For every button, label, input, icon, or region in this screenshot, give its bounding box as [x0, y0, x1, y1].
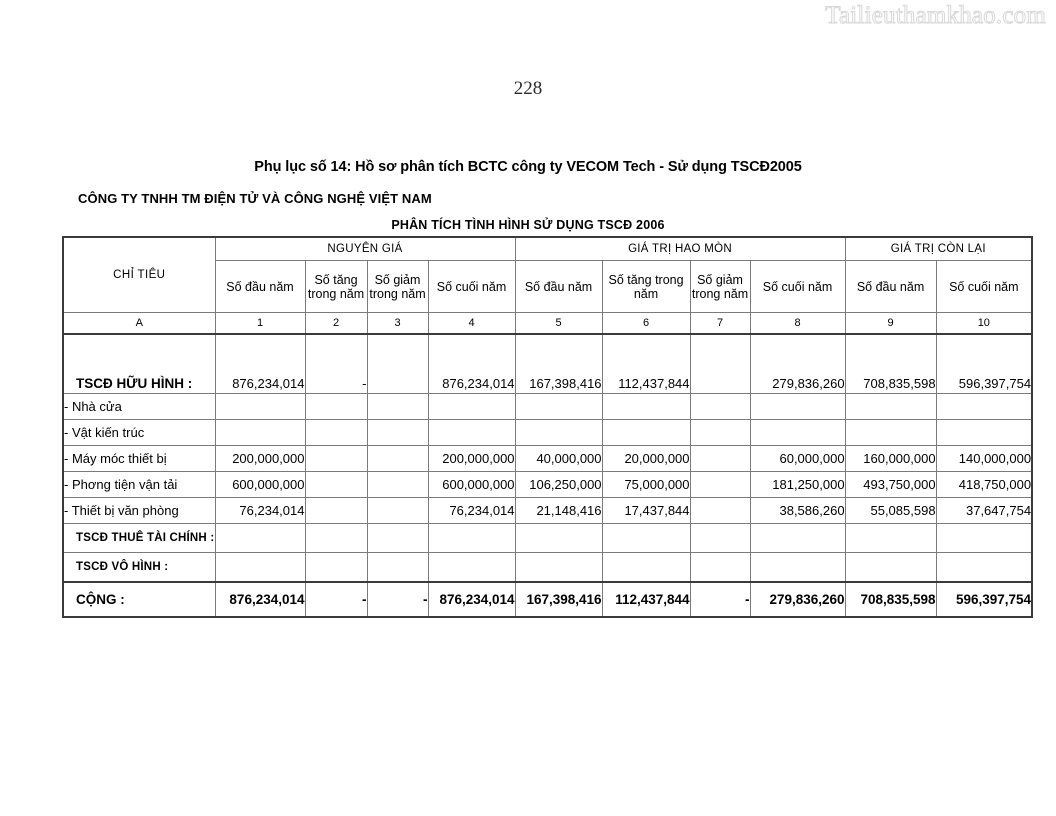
cell-col-10: 418,750,000 [936, 472, 1032, 498]
row-label: TSCĐ THUÊ TÀI CHÍNH : [63, 524, 215, 553]
cell-col-8 [750, 524, 845, 553]
cell-col-7 [690, 498, 750, 524]
cell-col-8: 38,586,260 [750, 498, 845, 524]
header-ng-cuoi-nam: Số cuối năm [428, 261, 515, 313]
cell-col-2 [305, 420, 367, 446]
header-hm-cuoi-nam: Số cuối năm [750, 261, 845, 313]
total-col-9: 708,835,598 [845, 582, 936, 617]
total-col-5: 167,398,416 [515, 582, 602, 617]
cell-col-2 [305, 472, 367, 498]
table-head [63, 237, 1032, 334]
header-ng-dau-nam: Số đầu năm [215, 261, 305, 313]
cell-col-9: 55,085,598 [845, 498, 936, 524]
cell-col-2 [305, 553, 367, 583]
header-cl-cuoi-nam: Số cuối năm [936, 261, 1032, 313]
cell-col-7 [690, 420, 750, 446]
cell-col-3 [367, 446, 428, 472]
cell-col-4: 600,000,000 [428, 472, 515, 498]
colnum-9: 9 [845, 313, 936, 335]
total-col-1: 876,234,014 [215, 582, 305, 617]
cell-col-6 [602, 524, 690, 553]
colnum-8: 8 [750, 313, 845, 335]
total-col-3: - [367, 582, 428, 617]
cell-col-8: 181,250,000 [750, 472, 845, 498]
table-row [63, 553, 1032, 583]
cell-col-1 [215, 524, 305, 553]
cell-col-8: 60,000,000 [750, 446, 845, 472]
cell-col-5: 21,148,416 [515, 498, 602, 524]
header-ng-tang: Số tăng trong năm [305, 261, 367, 313]
total-col-4: 876,234,014 [428, 582, 515, 617]
fixed-asset-analysis-table [62, 236, 1033, 618]
cell-col-5: 167,398,416 [515, 334, 602, 394]
cell-col-4 [428, 553, 515, 583]
table-row [63, 394, 1032, 420]
colnum-a: A [63, 313, 215, 335]
header-hm-dau-nam: Số đầu năm [515, 261, 602, 313]
cell-col-1 [215, 394, 305, 420]
total-col-10: 596,397,754 [936, 582, 1032, 617]
cell-col-9 [845, 420, 936, 446]
cell-col-7 [690, 553, 750, 583]
company-name: CÔNG TY TNHH TM ĐIỆN TỬ VÀ CÔNG NGHỆ VIỆT NAM [78, 191, 432, 206]
cell-col-5: 106,250,000 [515, 472, 602, 498]
cell-col-7 [690, 394, 750, 420]
cell-col-10: 140,000,000 [936, 446, 1032, 472]
header-group-nguyen-gia: NGUYÊN GIÁ [215, 237, 515, 261]
cell-col-5 [515, 420, 602, 446]
cell-col-1 [215, 420, 305, 446]
cell-col-6: 75,000,000 [602, 472, 690, 498]
colnum-3: 3 [367, 313, 428, 335]
cell-col-10 [936, 394, 1032, 420]
row-label: - Vật kiến trúc [63, 420, 215, 446]
cell-col-7 [690, 472, 750, 498]
cell-col-5 [515, 524, 602, 553]
total-col-7: - [690, 582, 750, 617]
total-row [63, 582, 1032, 617]
cell-col-2: - [305, 334, 367, 394]
total-col-8: 279,836,260 [750, 582, 845, 617]
header-hm-giam: Số giảm trong năm [690, 261, 750, 313]
table-row [63, 334, 1032, 394]
colnum-4: 4 [428, 313, 515, 335]
cell-col-6 [602, 553, 690, 583]
cell-col-1: 76,234,014 [215, 498, 305, 524]
header-ng-giam: Số giảm trong năm [367, 261, 428, 313]
cell-col-4: 76,234,014 [428, 498, 515, 524]
cell-col-1 [215, 553, 305, 583]
colnum-2: 2 [305, 313, 367, 335]
header-hm-tang: Số tăng trong năm [602, 261, 690, 313]
cell-col-6 [602, 420, 690, 446]
cell-col-1: 600,000,000 [215, 472, 305, 498]
cell-col-5 [515, 394, 602, 420]
cell-col-4: 200,000,000 [428, 446, 515, 472]
row-label: TSCĐ VÔ HÌNH : [63, 553, 215, 583]
cell-col-2 [305, 524, 367, 553]
cell-col-9: 160,000,000 [845, 446, 936, 472]
row-label: TSCĐ HỮU HÌNH : [63, 334, 215, 394]
cell-col-8 [750, 553, 845, 583]
cell-col-9 [845, 553, 936, 583]
cell-col-4: 876,234,014 [428, 334, 515, 394]
cell-col-10 [936, 524, 1032, 553]
colnum-1: 1 [215, 313, 305, 335]
total-col-2: - [305, 582, 367, 617]
cell-col-7 [690, 524, 750, 553]
cell-col-3 [367, 498, 428, 524]
colnum-6: 6 [602, 313, 690, 335]
cell-col-9 [845, 524, 936, 553]
site-watermark: Tailieuthamkhao.com [825, 2, 1046, 29]
row-label: - Nhà cửa [63, 394, 215, 420]
table-body [63, 334, 1032, 582]
row-label: - Máy móc thiết bị [63, 446, 215, 472]
cell-col-3 [367, 420, 428, 446]
column-number-row [63, 313, 1032, 335]
cell-col-5: 40,000,000 [515, 446, 602, 472]
cell-col-4 [428, 524, 515, 553]
table-row [63, 524, 1032, 553]
cell-col-2 [305, 446, 367, 472]
cell-col-2 [305, 498, 367, 524]
cell-col-3 [367, 524, 428, 553]
total-col-6: 112,437,844 [602, 582, 690, 617]
colnum-7: 7 [690, 313, 750, 335]
cell-col-8: 279,836,260 [750, 334, 845, 394]
cell-col-1: 876,234,014 [215, 334, 305, 394]
header-cl-dau-nam: Số đầu năm [845, 261, 936, 313]
cell-col-10 [936, 420, 1032, 446]
cell-col-9: 708,835,598 [845, 334, 936, 394]
row-label: - Phơng tiện vận tải [63, 472, 215, 498]
cell-col-4 [428, 420, 515, 446]
cell-col-3 [367, 553, 428, 583]
cell-col-9: 493,750,000 [845, 472, 936, 498]
cell-col-3 [367, 472, 428, 498]
table-row [63, 498, 1032, 524]
colnum-10: 10 [936, 313, 1032, 335]
cell-col-6: 112,437,844 [602, 334, 690, 394]
cell-col-10: 596,397,754 [936, 334, 1032, 394]
group-header-row [63, 237, 1032, 261]
row-label: - Thiết bị văn phòng [63, 498, 215, 524]
cell-col-3 [367, 334, 428, 394]
table-row [63, 420, 1032, 446]
colnum-5: 5 [515, 313, 602, 335]
cell-col-6 [602, 394, 690, 420]
cell-col-5 [515, 553, 602, 583]
cell-col-10 [936, 553, 1032, 583]
cell-col-6: 20,000,000 [602, 446, 690, 472]
header-group-gia-tri-con-lai: GIÁ TRỊ CÒN LẠI [845, 237, 1032, 261]
table-row [63, 472, 1032, 498]
header-chi-tieu: CHỈ TIÊU [63, 237, 215, 313]
cell-col-1: 200,000,000 [215, 446, 305, 472]
page-number: 228 [513, 78, 543, 99]
cell-col-6: 17,437,844 [602, 498, 690, 524]
cell-col-2 [305, 394, 367, 420]
table-foot [63, 582, 1032, 617]
cell-col-3 [367, 394, 428, 420]
cell-col-8 [750, 394, 845, 420]
report-title: PHÂN TÍCH TÌNH HÌNH SỬ DỤNG TSCĐ 2006 [391, 218, 665, 232]
header-group-gia-tri-hao-mon: GIÁ TRỊ HAO MÒN [515, 237, 845, 261]
cell-col-4 [428, 394, 515, 420]
cell-col-7 [690, 334, 750, 394]
fixed-asset-analysis-table-wrapper [62, 236, 1031, 618]
cell-col-10: 37,647,754 [936, 498, 1032, 524]
total-row-label: CỘNG : [63, 582, 215, 617]
cell-col-7 [690, 446, 750, 472]
cell-col-8 [750, 420, 845, 446]
document-title: Phụ lục số 14: Hồ sơ phân tích BCTC công ty VECOM Tech - Sử dụng TSCĐ2005 [254, 159, 802, 175]
cell-col-9 [845, 394, 936, 420]
table-row [63, 446, 1032, 472]
